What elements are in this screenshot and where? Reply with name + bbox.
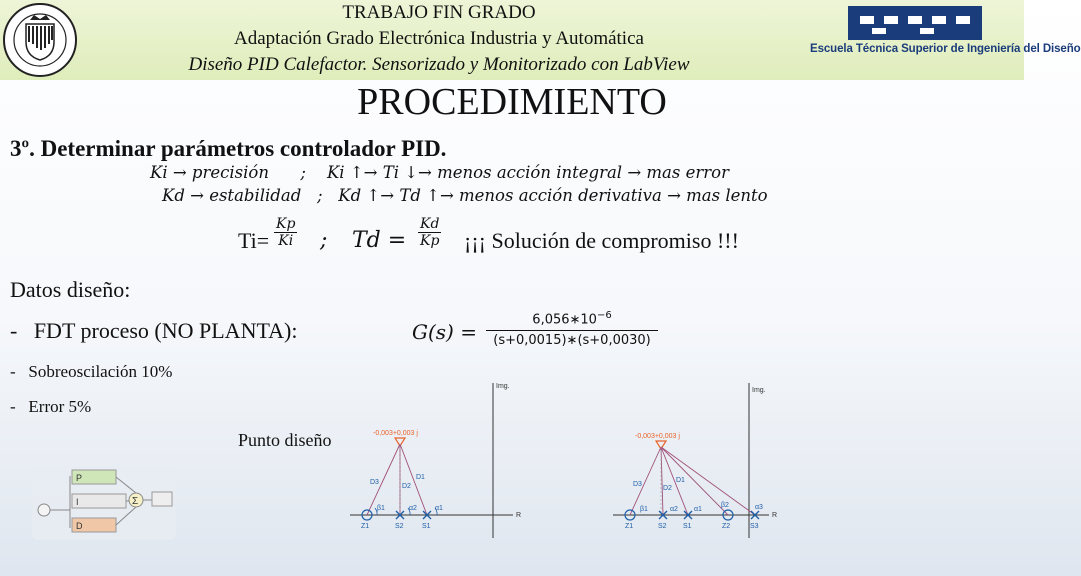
root-locus-left: [350, 383, 521, 538]
right-img-label: Img.: [752, 387, 766, 394]
p-block-label: P: [76, 473, 83, 483]
section-subtitle: 3º. Determinar parámetros controlador PID.: [10, 136, 447, 161]
d-block-label: D: [76, 521, 83, 531]
header-line-2: Adaptación Grado Electrónica Industria y Automática: [234, 28, 644, 49]
td-denominator: Kp: [420, 233, 440, 249]
sum-symbol: Σ: [132, 496, 139, 507]
fdt-item: - FDT proceso (NO PLANTA):: [10, 318, 298, 343]
td-numerator: Kd: [420, 216, 440, 232]
left-label-z1: Z1: [361, 523, 370, 530]
right-label-z1: Z1: [625, 523, 634, 530]
right-label-alpha1: α1: [694, 506, 702, 513]
ti-numerator: Kp: [276, 216, 296, 232]
right-r-label: R: [772, 512, 778, 519]
td-label: Td =: [352, 228, 407, 253]
right-label-d2: D2: [663, 485, 672, 492]
design-point-label: Punto diseño: [238, 430, 332, 450]
root-locus-right: [613, 383, 777, 538]
header-line-1: TRABAJO FIN GRADO: [342, 2, 536, 23]
compromise-note: ¡¡¡ Solución de compromiso !!!: [464, 228, 739, 253]
header-text: [80, 0, 798, 80]
left-r-label: R: [516, 512, 522, 519]
gs-lhs: G(s) =: [412, 320, 477, 344]
right-label-s1: S1: [683, 523, 692, 530]
pid-block-diagram: [28, 462, 180, 544]
gs-num-exponent: −6: [596, 310, 612, 321]
overshoot-item: - Sobreoscilación 10%: [10, 362, 173, 381]
left-label-beta1: β1: [377, 505, 385, 512]
left-label-alpha2: α2: [409, 505, 417, 512]
slide-title: PROCEDIMIENTO: [357, 81, 667, 123]
left-img-label: Img.: [496, 383, 510, 390]
left-label-d2: D2: [402, 483, 411, 490]
kd-relation: Kd → estabilidad ; Kd ↑→ Td ↑→ menos acción derivativa → mas lento: [162, 186, 768, 205]
gs-numerator: [486, 306, 658, 330]
left-label-alpha1: α1: [435, 505, 443, 512]
left-label-s2: S2: [395, 523, 404, 530]
left-label-s1: S1: [422, 523, 431, 530]
td-fraction: [418, 216, 441, 249]
gs-denominator: (s+0,0015)∗(s+0,0030): [486, 330, 658, 351]
etsid-logo: [808, 4, 1020, 74]
i-block-label: I: [76, 497, 79, 507]
formula-separator: ;: [320, 228, 328, 253]
right-label-alpha3: α3: [755, 504, 763, 511]
upv-logo: [2, 2, 78, 78]
right-design-point-label: -0,003+0,003 j: [635, 433, 680, 440]
gs-num-base: 6,056∗10: [532, 312, 597, 328]
right-label-s2: S2: [658, 523, 667, 530]
right-label-beta2: β2: [721, 502, 729, 509]
etsid-name: Escuela Técnica Superior de Ingeniería del Diseño: [810, 43, 1081, 55]
error-item: - Error 5%: [10, 397, 92, 416]
root-locus-diagrams: [345, 378, 785, 543]
right-label-z2: Z2: [722, 523, 731, 530]
ki-relation: Ki → precisión ; Ki ↑→ Ti ↓→ menos acción integral → mas error: [150, 163, 729, 182]
right-label-alpha2: α2: [670, 506, 678, 513]
ti-label: Ti=: [238, 228, 270, 253]
design-data-label: Datos diseño:: [10, 277, 131, 302]
ti-fraction: [274, 216, 297, 249]
right-label-s3: S3: [750, 523, 759, 530]
right-label-beta1: β1: [640, 506, 648, 513]
left-label-d1: D1: [416, 474, 425, 481]
ti-denominator: Ki: [274, 232, 297, 249]
right-label-d3: D3: [633, 481, 642, 488]
right-label-d1: D1: [676, 477, 685, 484]
header-line-3: Diseño PID Calefactor. Sensorizado y Monitorizado con LabView: [188, 54, 690, 75]
left-design-point-label: -0,003+0,003 j: [373, 430, 418, 437]
gs-fraction: [486, 306, 658, 351]
left-label-d3: D3: [370, 479, 379, 486]
